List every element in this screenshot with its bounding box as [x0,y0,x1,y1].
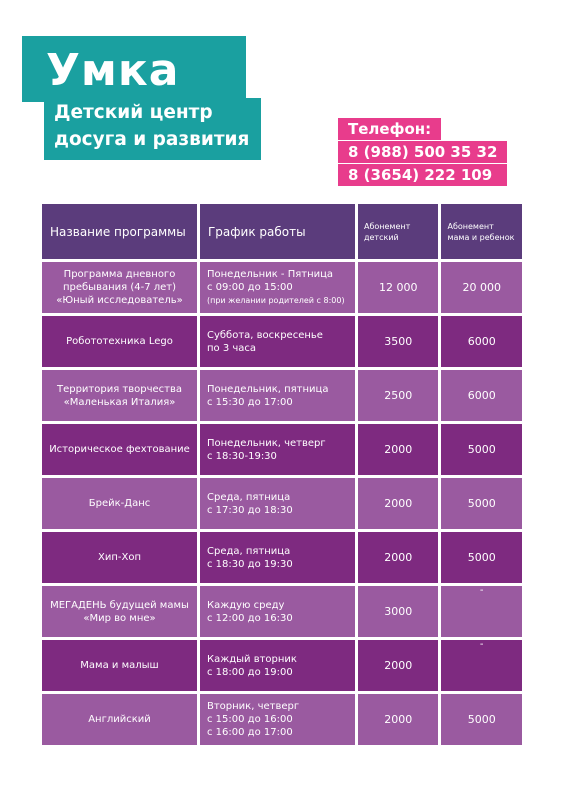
schedule-line: с 17:30 до 18:30 [206,504,293,516]
program-schedule [200,316,355,367]
table-row [42,316,522,367]
program-schedule [200,694,355,745]
schedule-line: с 09:00 до 15:00 [206,282,293,293]
price-mom-child: 6000 [441,316,522,367]
price-mom-child [441,586,522,637]
price-mom-child: 6000 [441,370,522,421]
table-row [42,424,522,475]
price-child: 2000 [358,478,439,529]
table-row [42,370,522,421]
phone-number-1: 8 (988) 500 35 32 [338,141,507,163]
table-row [42,586,522,637]
price-mom-child: 5000 [441,694,522,745]
schedule-line: Понедельник, пятница [206,383,329,395]
schedule-line: Суббота, воскресенье [206,329,323,341]
schedule-line: Среда, пятница [206,545,291,557]
header-child-subscription: Абонемент детский [358,204,439,259]
program-name: Территория творчества «Маленькая Италия» [42,370,197,421]
schedule-line: Среда, пятница [206,491,291,503]
price-mom-child: 5000 [441,478,522,529]
header-mom-child-subscription: Абонемент мама и ребенок [441,204,522,259]
empty-price-dash: - [479,638,484,650]
table-row [42,640,522,691]
program-name: Мама и малыш [42,640,197,691]
schedule-line: Понедельник, четверг [206,437,326,449]
empty-price-dash: - [479,584,484,596]
price-child: 2000 [358,694,439,745]
brand-subtitle [54,99,249,153]
price-child: 12 000 [358,262,439,313]
brand-subtitle-line2: досуга и развития [54,129,250,150]
phone-number-2: 8 (3654) 222 109 [338,164,507,186]
schedule-line: Вторник, четверг [206,701,300,712]
schedule-line: Понедельник - Пятница [206,269,334,280]
schedule-line: по 3 часа [206,342,257,354]
price-mom-child: 5000 [441,532,522,583]
schedule-line: с 12:00 до 16:30 [206,612,293,624]
price-child: 2000 [358,640,439,691]
program-name: Хип-Хоп [42,532,197,583]
price-mom-child [441,640,522,691]
table-row [42,478,522,529]
price-child: 2500 [358,370,439,421]
phone-label: Телефон: [338,118,441,140]
table-row [42,532,522,583]
program-name: МЕГАДЕНЬ будущей мамы «Мир во мне» [42,586,197,637]
program-schedule [200,640,355,691]
program-name: Историческое фехтование [42,424,197,475]
price-child: 2000 [358,532,439,583]
table-header-row [42,204,522,259]
schedule-line: с 15:00 до 16:00 [206,714,293,725]
schedule-line: с 18:30-19:30 [206,450,277,462]
schedule-line: с 15:30 до 17:00 [206,396,293,408]
price-child: 2000 [358,424,439,475]
header-schedule: График работы [200,204,355,259]
program-schedule [200,424,355,475]
contact-block [338,118,507,187]
program-name: Программа дневного пребывания (4-7 лет) «Юный исследователь» [42,262,197,313]
program-schedule [200,262,355,313]
schedule-line: с 18:30 до 19:30 [206,558,293,570]
table-row [42,262,522,313]
brand-logo-title: Умка [46,45,180,96]
program-schedule [200,370,355,421]
program-schedule [200,586,355,637]
program-name: Брейк-Данс [42,478,197,529]
price-child: 3000 [358,586,439,637]
brand-subtitle-line1: Детский центр [54,102,213,123]
schedule-line: с 16:00 до 17:00 [206,727,293,738]
programs-table [39,201,525,748]
table-row [42,694,522,745]
price-mom-child: 5000 [441,424,522,475]
schedule-note: (при желании родителей с 8:00) [206,296,345,305]
price-mom-child: 20 000 [441,262,522,313]
schedule-line: Каждый вторник [206,653,297,665]
schedule-line: с 18:00 до 19:00 [206,666,293,678]
schedule-line: Каждую среду [206,599,285,611]
program-schedule [200,478,355,529]
program-schedule [200,532,355,583]
program-name: Робототехника Lego [42,316,197,367]
price-child: 3500 [358,316,439,367]
header-program-name: Название программы [42,204,197,259]
program-name: Английский [42,694,197,745]
